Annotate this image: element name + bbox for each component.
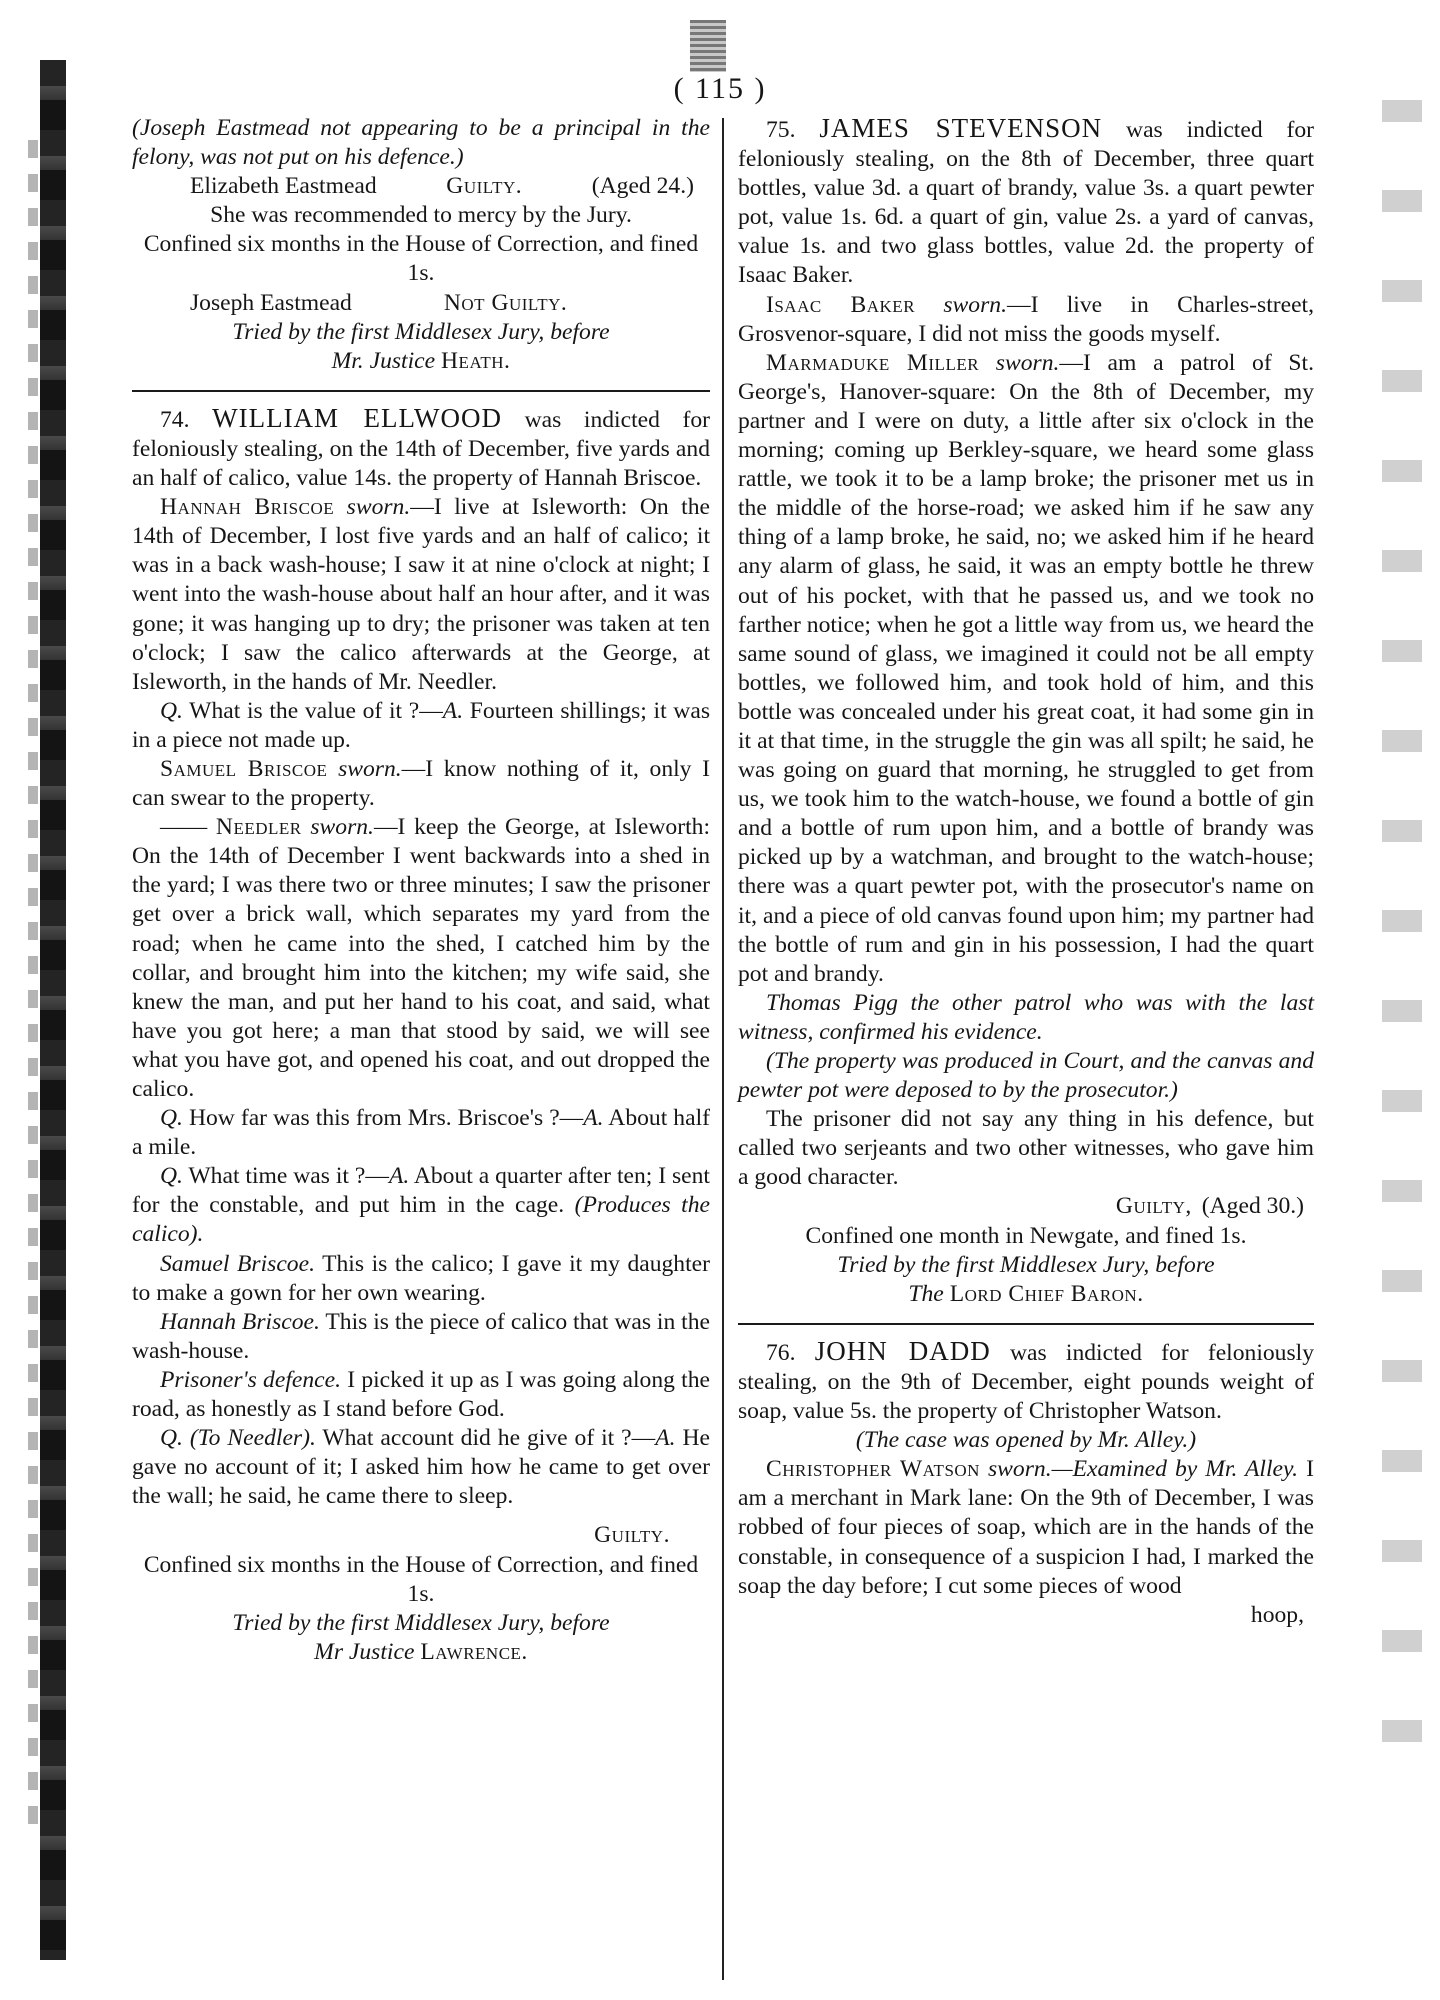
speaker-label: Prisoner's defence. [160, 1366, 341, 1393]
spacer [132, 1511, 710, 1521]
q-mark: Q. [160, 697, 183, 724]
mercy-note: She was recommended to mercy by the Jury. [210, 202, 632, 229]
testimony-text: —I live at Isleworth: On the 14th of December, I lost five yards and an half of calico; it was in a back wash-house; I saw it at nine o'clock at night; I went into the wash-house about half an hour after, and it was gone; it was hanging up to dry; the prisoner was taken at ten o'clock; I saw the calico afterwards at the George, at Isleworth, in the hands of Mr. Needler. [132, 494, 710, 695]
page-number: ( 115 ) [673, 72, 767, 105]
statement-text: This is the piece of calico that was in the wash-house. [132, 1308, 710, 1364]
sworn-label: sworn. [310, 814, 374, 841]
defendant-age: (Aged 24.) [591, 173, 694, 200]
judge-line [132, 1638, 710, 1667]
testimony-text: —I know nothing of it, only I can swear to the property. [132, 755, 710, 812]
judge-prefix: The [908, 1280, 944, 1307]
statement-text: This is the calico; I gave it my daughter to make a gown for her own wearing. [132, 1250, 710, 1306]
judge-name: Heath. [441, 347, 511, 374]
sentence: Confined six months in the House of Correction, and fined 1s. [143, 231, 699, 287]
a-text: About half a mile. [132, 1105, 710, 1161]
witness-name: Samuel Briscoe [160, 755, 328, 782]
verdict-text: Guilty. [594, 1522, 670, 1549]
defendant-name: Joseph Eastmead [190, 289, 352, 316]
testimony-text: —I am a patrol of St. George's, Hanover-square: On the 8th of December, my partner and I were on duty, a little after six o'clock in the morning; coming up Berkley-square, we heard some glass rattle, we took it to be a lamp broke; the prisoner met us in the middle of the horse-road; we asked him if he saw any thing of a lamp broke, he said, no; we asked him if he heard any alarm of glass, he said, it was an empty bottle he threw out of his pocket, with that he passed us, and we took no farther notice; when he got a little way from us, we heard the same sound of glass, we imagined it could not be all empty bottles, we followed him, and took hold of him, and this bottle was concealed under his great coat, it had some gin in it at that time, in the struggle the gin was all spilt; he said, he was going on guard that morning, he struggled to get from us, we took him to the watch-house, we found a bottle of gin and a bottle of rum upon him, and a bottle of brandy was picked up by a watchman, and brought to the watch-house; there was a quart pewter pot, with the prosecutor's name on it, and a piece of old canvas found upon him; my partner had the bottle of rum and gin in his possession, I had the quart pot and brandy. [738, 349, 1314, 987]
blank-dash: —— [160, 814, 208, 841]
speaker-label: Hannah Briscoe. [160, 1308, 320, 1335]
verdict-joseph [132, 289, 710, 318]
defence-text: I picked it up as I was going along the road, as honestly as I stand before God. [132, 1366, 711, 1423]
a-mark: A. [583, 1105, 604, 1132]
verdict-text: Not Guilty. [443, 289, 568, 316]
q-addressee: (To Needler). [182, 1425, 316, 1452]
defendant-heading: JAMES STEVENSON [819, 113, 1103, 143]
judge-line [738, 1280, 1314, 1309]
witness-name: Marmaduke Miller [766, 349, 980, 376]
scan-ornament [690, 20, 726, 72]
question-3 [132, 1162, 710, 1249]
trial-75-indictment [738, 114, 1314, 291]
testimony-text: —I keep the George, at Isleworth: On the 14th of December I went backwards into a shed in the yard; I was there two or three minutes; I saw the prisoner get over a brick wall, which separates my yard from the road; when he came into the shed, I catched him by the collar, and brought him into the kitchen; my wife said, she knew the man, and put her hand to his coat, and said, what have you got here; a man that stood by said, we will see what you have got, and opened his coat, and out dropped the calico. [132, 814, 710, 1102]
question-4 [132, 1424, 710, 1511]
witness-name: Needler [215, 814, 302, 841]
a-text: About a quarter after ten; I sent for the constable, and put him in the cage. [132, 1163, 710, 1219]
testimony-samuel-briscoe [132, 755, 710, 813]
sworn-label: sworn. [988, 1456, 1052, 1483]
judge-prefix: Mr. Justice [331, 347, 436, 374]
defendant-name: Elizabeth Eastmead [190, 173, 377, 200]
speaker-label: Samuel Briscoe. [160, 1250, 315, 1277]
indictment-text: was indicted for feloniously stealing, on the 9th of December, eight pounds weight of soap, value 5s. the property of Christopher Watson. [738, 1339, 1314, 1425]
scan-binding-shadow [40, 60, 66, 1960]
sworn-label: sworn. [338, 755, 402, 782]
indictment-text: was indicted for feloniously stealing, on the 8th of December, three quart bottles, value 3d. a quart of brandy, value 3s. a quart pewter pot, value 1s. 6d. a quart of gin, value 2s. a yard of canvas, value 1s. and two glass bottles, value 2d. the property of Isaac Baker. [738, 117, 1315, 289]
trial-number: 75. [766, 117, 796, 143]
question-2 [132, 1104, 710, 1162]
indictment-text: was indicted for feloniously stealing, on the 14th of December, five yards and an half of calico, value 14s. the property of Hannah Briscoe. [132, 406, 710, 492]
testimony-hannah-briscoe [132, 493, 710, 697]
testimony-text: —I live in Charles-street, Grosvenor-square, I did not miss the goods myself. [738, 291, 1315, 347]
a-text: Fourteen shillings; it was in a piece not made up. [132, 697, 710, 753]
testimony-needler [132, 813, 710, 1104]
defendant-heading: WILLIAM ELLWOOD [212, 402, 502, 433]
witness-name: Isaac Baker [766, 291, 916, 318]
witness-name: Hannah Briscoe [160, 494, 335, 521]
column-divider [722, 118, 724, 1980]
verdict-elizabeth [132, 172, 710, 201]
right-column [738, 114, 1314, 1630]
catchword: hoop, [1250, 1601, 1304, 1628]
sentence: Confined six months in the House of Correction, and fined 1s. [143, 1551, 699, 1607]
q-mark: Q. [160, 1425, 183, 1452]
witness-name: Christopher Watson [766, 1456, 980, 1483]
defendant-age: (Aged 30.) [1201, 1193, 1304, 1220]
a-text: He gave no account of it; I asked him how he came to get over the wall; he said, he came there to sleep. [132, 1425, 710, 1510]
sentence: Confined one month in Newgate, and fined 1s. [805, 1222, 1247, 1249]
sworn-label: sworn. [995, 349, 1060, 376]
testimony-isaac-baker [738, 291, 1314, 349]
a-mark: A. [442, 697, 464, 724]
trial-76-indictment [738, 1337, 1314, 1426]
q-mark: Q. [160, 1163, 183, 1190]
trial-number: 74. [160, 406, 190, 433]
q-text: What time was it ?— [182, 1163, 389, 1190]
testimony-text: I am a merchant in Mark lane: On the 9th of December, I was robbed of four pieces of soap, which are in the hands of the constable, in consequence of a suspicion I had, I marked the soap the day before; I cut some pieces of wood [738, 1456, 1314, 1599]
judge-line [132, 347, 710, 376]
trial-number: 76. [766, 1339, 796, 1366]
left-column [132, 114, 710, 1667]
q-text: What is the value of it ?— [182, 697, 443, 724]
trial-73-note: (Joseph Eastmead not appearing to be a principal in the felony, was not put on his defence.) [132, 115, 710, 171]
tried-by: Tried by the first Middlesex Jury, before [232, 1609, 610, 1636]
question-1 [132, 697, 710, 755]
scan-binding-shadow-secondary [28, 140, 38, 1840]
testimony-marmaduke-miller [738, 349, 1314, 989]
section-rule [132, 390, 710, 392]
tried-by: Tried by the first Middlesex Jury, before [837, 1251, 1215, 1278]
verdict-stevenson [738, 1192, 1314, 1221]
examined-by: —Examined by Mr. Alley. [1051, 1456, 1299, 1483]
verdict-text: Guilty, [1115, 1193, 1192, 1220]
sworn-label: sworn. [346, 494, 411, 521]
a-mark: A. [655, 1425, 676, 1452]
verdict-text: Guilty. [446, 173, 523, 200]
defendant-heading: JOHN DADD [814, 1335, 991, 1366]
testimony-christopher-watson [738, 1455, 1314, 1600]
statement-hannah [132, 1308, 710, 1366]
prisoner-defence [132, 1366, 710, 1424]
sworn-label: sworn. [943, 291, 1007, 318]
q-text: How far was this from Mrs. Briscoe's ?— [182, 1105, 584, 1132]
q-text: What account did he give of it ?— [315, 1425, 656, 1452]
tried-by: Tried by the first Middlesex Jury, before [232, 318, 610, 345]
note-property-produced: (The property was produced in Court, and the canvas and pewter pot were deposed to by the prosecutor.) [738, 1048, 1314, 1104]
trial-74-indictment [132, 404, 710, 493]
judge-prefix: Mr Justice [314, 1638, 415, 1665]
a-mark: A. [388, 1163, 410, 1190]
case-opened-note: (The case was opened by Mr. Alley.) [855, 1427, 1197, 1454]
section-rule [738, 1323, 1314, 1325]
stage-note: (Produces the calico). [132, 1192, 710, 1248]
judge-name: Lord Chief Baron. [949, 1280, 1144, 1307]
scan-edge-bleed [1382, 100, 1422, 1800]
statement-samuel [132, 1250, 710, 1308]
q-mark: Q. [160, 1105, 183, 1132]
note-thomas-pigg: Thomas Pigg the other patrol who was with the last witness, confirmed his evidence. [738, 989, 1314, 1045]
judge-name: Lawrence. [420, 1638, 528, 1665]
defence-summary: The prisoner did not say any thing in his defence, but called two serjeants and two other witnesses, who gave him a good character. [738, 1106, 1314, 1191]
